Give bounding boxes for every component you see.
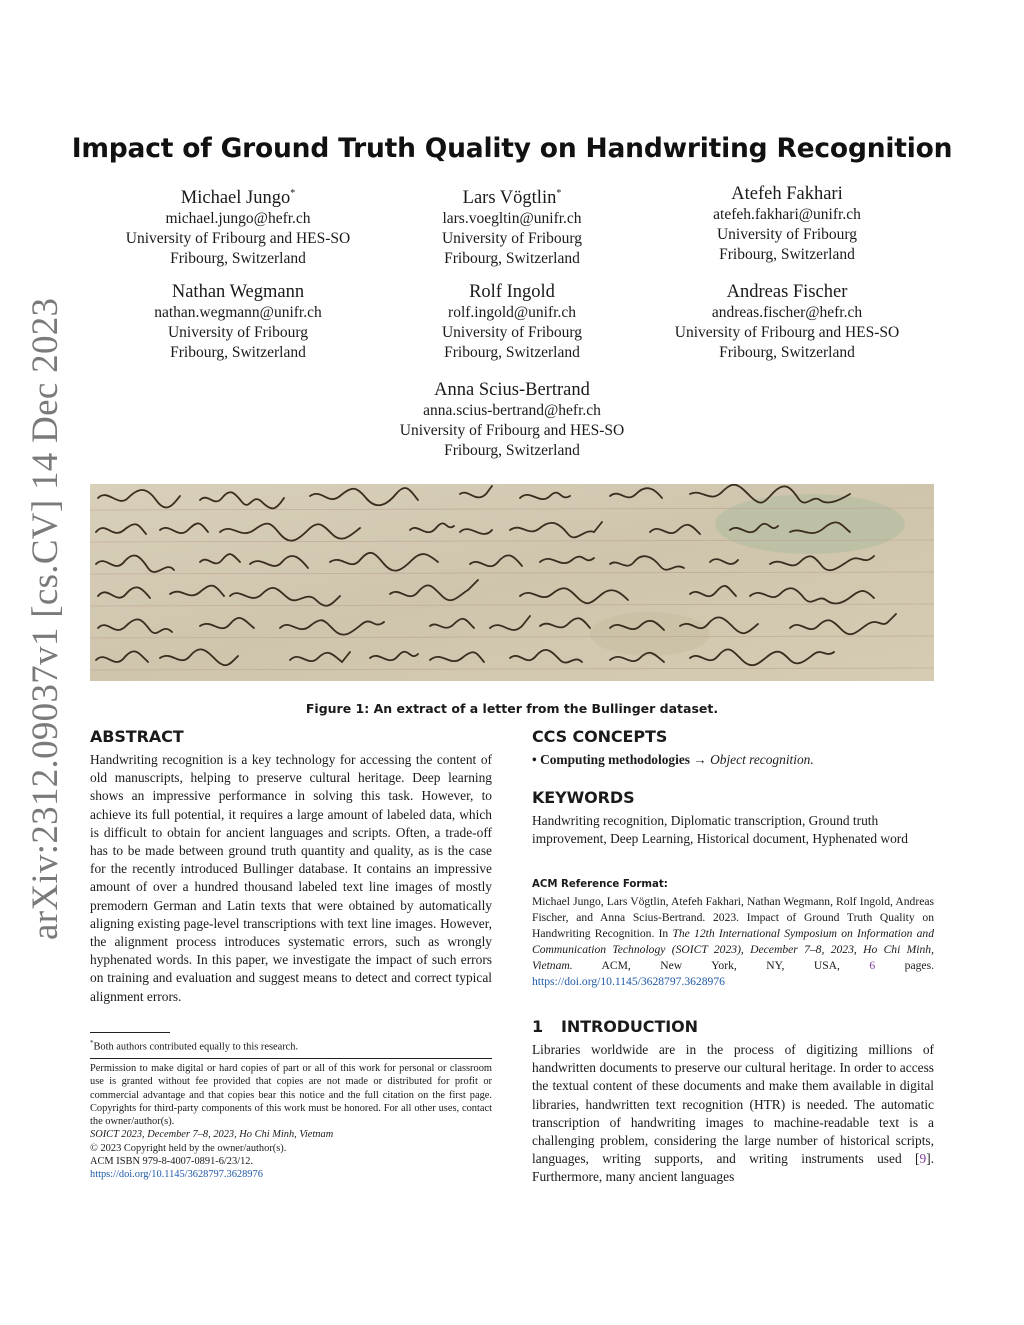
keywords-text: Handwriting recognition, Diplomatic transcription, Ground truth improvement, Deep Learning, Historical document, Hyphenated word: [532, 813, 908, 847]
paper-stain: [590, 612, 710, 656]
paper-title: Impact of Ground Truth Quality on Handwriting Recognition: [71, 133, 953, 164]
author-affiliation: University of Fribourg: [167, 324, 309, 341]
intro-text: Libraries worldwide are in the process of digitizing millions of handwritten documents to preserve our cultural heritage. In order to access the textual content of these documents and make them available in digital libraries, handwritten text recognition (HTR) is needed. The automatic transcription of handwriting images to machine-readable text is a challenging problem, considering the large number of historical scripts, languages, writing supports, and writing instruments used [9]. Furthermore, many ancient languages: [532, 1042, 934, 1185]
abstract-heading: ABSTRACT: [90, 727, 184, 746]
author-affiliation: University of Fribourg: [441, 230, 583, 248]
citation-link[interactable]: 9: [919, 1151, 927, 1167]
permission-text: Permission to make digital or hard copies of part or all of this work for personal or classroom use is granted without fee provided that copies are not made or distributed for profit or commercial advantage and that copies bear this notice and the full citation on the first page. Copyrights for third-party components of this work must be honored. For all other uses, contact the owner/author(s).: [90, 1063, 492, 1128]
author-location: Fribourg, Switzerland: [170, 344, 306, 361]
author-block: [627, 281, 947, 363]
author-location: Fribourg, Switzerland: [719, 246, 855, 263]
footnote: *Both authors contributed equally to this research.: [90, 1039, 299, 1053]
author-block: [352, 183, 672, 269]
ccs-bullet: •: [532, 752, 537, 767]
acm-ref-text: Michael Jungo, Lars Vögtlin, Atefeh Fakhari, Nathan Wegmann, Rolf Ingold, Andreas Fischer, and Anna Scius-Bertrand. 2023. Impact of Ground Truth Quality on Handwriting Recognition. In The 12th International Symposium on Information and Communication Technology (SOICT 2023), December 7–8, 2023, Ho Chi Minh, Vietnam. ACM, New York, NY, USA, 6 pages. https://doi.org/10.1145/3628797.3628976: [532, 895, 934, 988]
ccs-subconcept: Object recognition.: [710, 752, 814, 767]
author-name: Anna Scius-Bertrand: [434, 380, 590, 400]
ccs-concepts: [532, 751, 934, 769]
section-title: INTRODUCTION: [561, 1017, 698, 1036]
paper-stain: [715, 494, 905, 554]
manuscript-figure: [90, 484, 934, 681]
author-email: michael.jungo@hefr.ch: [165, 210, 311, 228]
doi-link[interactable]: https://doi.org/10.1145/3628797.3628976: [90, 1169, 263, 1181]
footnote-rule: [90, 1032, 170, 1033]
author-affiliation: University of Fribourg and HES-SO: [125, 230, 351, 248]
intro-heading: [532, 1017, 934, 1036]
equal-contribution-mark: *: [556, 188, 562, 199]
author-name: Atefeh Fakhari: [731, 184, 843, 204]
author-name: Michael Jungo*: [180, 188, 296, 209]
author-block: [352, 379, 672, 461]
pages-link[interactable]: 6: [869, 959, 876, 972]
ccs-concept: Computing methodologies: [540, 752, 690, 767]
keywords-heading: KEYWORDS: [532, 788, 635, 807]
author-email: nathan.wegmann@unifr.ch: [154, 304, 322, 321]
author-email: lars.voegltin@unifr.ch: [442, 210, 582, 228]
author-block: [78, 183, 398, 269]
figure-caption: Figure 1: An extract of a letter from the Bullinger dataset.: [305, 701, 719, 716]
abstract-text: Handwriting recognition is a key technology for accessing the content of old manuscripts, helping to preserve cultural heritage. Deep learning shows an impressive performance in solving this task. However, to achieve its full potential, it requires a large amount of labeled data, which is difficult to obtain for ancient languages and scripts. Often, a trade-off has to be made between ground truth quantity and quality, as is the case for the recently introduced Bullinger database. It contains an impressive amount of over a hundred thousand labeled text line images of mostly premodern German and Latin texts that were obtained by automatically aligning existing page-level transcriptions with text line images. However, the alignment process introduces systematic errors, such as wrongly hyphenated words. In this paper, we investigate the impact of such errors on training and evaluation and suggest means to detect and correct typical alignment errors.: [90, 752, 492, 1004]
author-affiliation: University of Fribourg and HES-SO: [399, 422, 625, 439]
author-location: Fribourg, Switzerland: [444, 442, 580, 459]
author-name: Rolf Ingold: [469, 282, 555, 302]
permission-block: [90, 1062, 492, 1182]
author-name: Lars Vögtlin*: [462, 188, 562, 209]
author-location: Fribourg, Switzerland: [444, 344, 580, 361]
arrow-icon: →: [693, 752, 707, 767]
author-affiliation: University of Fribourg and HES-SO: [674, 324, 900, 341]
ccs-heading: CCS CONCEPTS: [532, 727, 668, 746]
author-email: anna.scius-bertrand@hefr.ch: [423, 402, 601, 419]
arxiv-stamp: arXiv:2312.09037v1 [cs.CV] 14 Dec 2023: [25, 297, 66, 940]
acm-ref-venue: The 12th International Symposium on Information and Communication Technology (SOICT 2023), December 7–8, 2023, Ho Chi Minh, Vietnam.: [532, 927, 934, 972]
author-name: Nathan Wegmann: [171, 282, 305, 302]
author-block: [627, 183, 947, 265]
equal-contribution-mark: *: [290, 188, 296, 199]
acm-doi-link[interactable]: https://doi.org/10.1145/3628797.3628976: [532, 975, 725, 988]
section-number: 1: [532, 1017, 544, 1036]
author-location: Fribourg, Switzerland: [444, 250, 580, 268]
copyright-line: © 2023 Copyright held by the owner/author(s).: [90, 1142, 287, 1154]
author-email: andreas.fischer@hefr.ch: [711, 304, 863, 321]
permission-rule: [90, 1058, 492, 1059]
author-name: Andreas Fischer: [726, 282, 848, 302]
author-block: [78, 281, 398, 363]
author-email: rolf.ingold@unifr.ch: [448, 304, 576, 321]
footnote-mark: *: [90, 1039, 94, 1047]
venue-line: SOICT 2023, December 7–8, 2023, Ho Chi Minh, Vietnam: [90, 1129, 334, 1141]
author-affiliation: University of Fribourg: [441, 324, 583, 341]
author-location: Fribourg, Switzerland: [170, 250, 306, 268]
handwriting-image: [90, 484, 934, 681]
isbn-line: ACM ISBN 979-8-4007-0891-6/23/12.: [90, 1156, 254, 1168]
author-email: atefeh.fakhari@unifr.ch: [713, 206, 861, 223]
author-location: Fribourg, Switzerland: [719, 344, 855, 361]
author-affiliation: University of Fribourg: [716, 226, 858, 243]
acm-ref-heading: ACM Reference Format:: [532, 879, 668, 890]
author-block: [352, 281, 672, 363]
